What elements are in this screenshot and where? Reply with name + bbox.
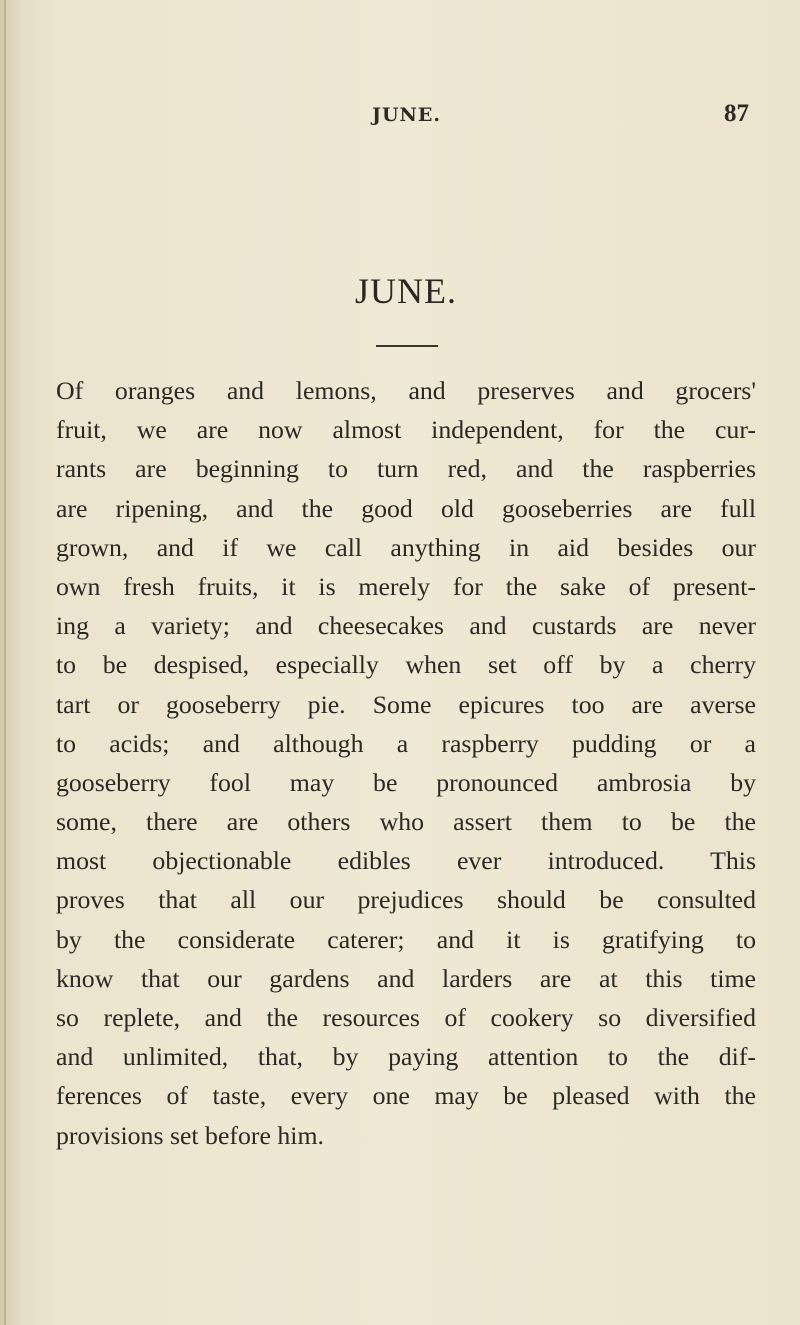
- body-line: and unlimited, that, by paying attention to the dif-: [56, 1042, 756, 1072]
- body-line: rants are beginning to turn red, and the raspberries: [56, 454, 756, 484]
- body-line: ferences of taste, every one may be pleased with the: [56, 1081, 756, 1111]
- running-head: [0, 100, 800, 134]
- chapter-title: JUNE.: [355, 271, 457, 311]
- body-line: so replete, and the resources of cookery so diversified: [56, 1003, 756, 1032]
- body-line: by the considerate caterer; and it is gratifying to: [56, 924, 756, 954]
- body-line: own fresh fruits, it is merely for the sake of present-: [56, 571, 756, 601]
- body-line-last: provisions set before him.: [56, 1120, 324, 1150]
- running-head-title: JUNE.: [372, 104, 442, 126]
- body-line: grown, and if we call anything in aid besides our: [56, 532, 756, 562]
- body-line: to be despised, especially when set off by a cherry: [56, 650, 756, 680]
- body-line: proves that all our prejudices should be consulted: [56, 885, 756, 915]
- page-number: 87: [724, 100, 749, 127]
- body-line: tart or gooseberry pie. Some epicures too are averse: [56, 689, 756, 719]
- body-line: Of oranges and lemons, and preserves and grocers': [56, 376, 756, 405]
- body-line: most objectionable edibles ever introduced. This: [56, 846, 756, 876]
- body-line: some, there are others who assert them to be the: [56, 807, 756, 837]
- body-paragraph: [56, 371, 756, 1155]
- body-line: to acids; and although a raspberry pudding or a: [56, 728, 756, 758]
- body-line: fruit, we are now almost independent, for the cur-: [56, 415, 756, 445]
- body-line: know that our gardens and larders are at this time: [56, 963, 756, 993]
- body-line: gooseberry fool may be pronounced ambrosia by: [56, 767, 756, 797]
- body-line: ing a variety; and cheesecakes and custards are never: [56, 611, 756, 641]
- page-binding-line: [4, 0, 6, 1325]
- body-line: are ripening, and the good old gooseberries are full: [56, 493, 756, 523]
- title-rule: [376, 345, 438, 347]
